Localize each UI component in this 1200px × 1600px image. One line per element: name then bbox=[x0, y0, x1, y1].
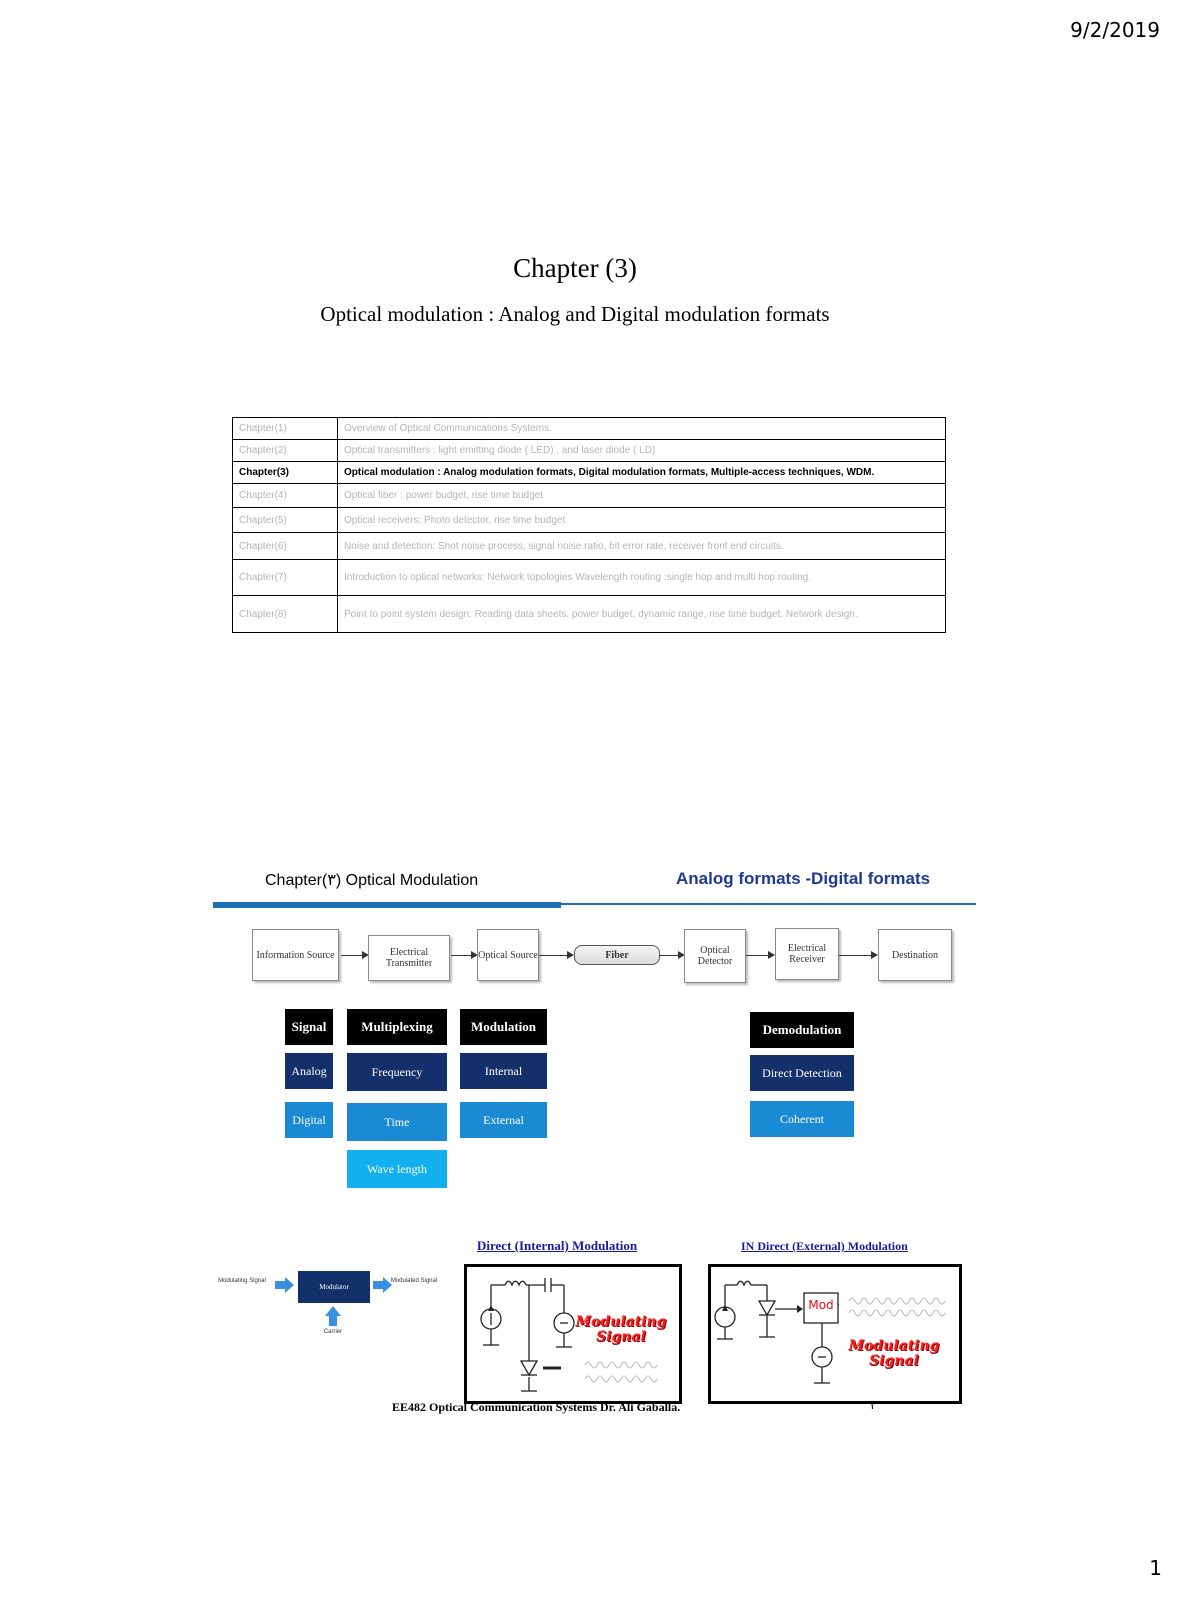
slide-footer: EE482 Optical Communication Systems Dr. Ali Gaballa. bbox=[392, 1400, 681, 1414]
indirect-modulation-title: IN Direct (External) Modulation bbox=[741, 1239, 908, 1253]
page-number: 1 bbox=[1149, 1556, 1162, 1580]
table-row bbox=[233, 508, 946, 533]
modulating-signal-label: Modulating Signal bbox=[575, 1314, 667, 1345]
optical-source-block: Optical Source bbox=[477, 929, 539, 981]
direct-modulation-title: Direct (Internal) Modulation bbox=[477, 1238, 638, 1253]
digital-box: Digital bbox=[285, 1102, 333, 1138]
signal-header: Signal bbox=[285, 1009, 333, 1045]
header-accent-line bbox=[561, 903, 976, 905]
table-row-active bbox=[233, 462, 946, 484]
fiber-cable: Fiber bbox=[574, 945, 660, 965]
chapter-table bbox=[232, 417, 946, 633]
topic-cell: Optical receivers: Photo detector, rise time budget bbox=[338, 508, 946, 533]
modulation-header: Modulation bbox=[460, 1009, 547, 1045]
circuit-schematic-icon bbox=[711, 1267, 959, 1401]
modulating-signal-label: Modulating Signal bbox=[848, 1338, 940, 1369]
chapter-cell: Chapter(8) bbox=[233, 596, 338, 633]
chapter-cell: Chapter(1) bbox=[233, 418, 338, 440]
slide-title: Chapter (3) bbox=[513, 253, 637, 283]
topic-cell: Optical modulation : Analog modulation formats, Digital modulation formats, Multiple-access techniques, WDM. bbox=[338, 462, 946, 484]
indirect-modulation-circuit bbox=[708, 1264, 962, 1404]
carrier-label: Carrier bbox=[323, 1329, 343, 1335]
arrow-icon bbox=[839, 955, 876, 956]
arrow-right-icon bbox=[274, 1276, 296, 1294]
table-row bbox=[233, 484, 946, 508]
destination-block: Destination bbox=[878, 929, 952, 981]
table-row bbox=[233, 440, 946, 462]
optical-detector-block: Optical Detector bbox=[684, 929, 746, 983]
direct-detection-box: Direct Detection bbox=[750, 1055, 854, 1091]
topic-cell: Point to point system design: Reading data sheets, power budget, dynamic range, rise time budget. Network design. bbox=[338, 596, 946, 633]
slide2-header-right: Analog formats -Digital formats bbox=[676, 869, 931, 888]
page-date: 9/2/2019 bbox=[1070, 18, 1160, 42]
info-source-block: Information Source bbox=[252, 929, 339, 981]
header-accent-bar bbox=[213, 902, 561, 908]
multiplexing-header: Multiplexing bbox=[347, 1009, 447, 1045]
arrow-icon bbox=[659, 955, 683, 956]
chapter-cell: Chapter(3) bbox=[233, 462, 338, 484]
modulator-box: Modulator bbox=[298, 1271, 370, 1303]
chapter-cell: Chapter(5) bbox=[233, 508, 338, 533]
chapter-cell: Chapter(7) bbox=[233, 560, 338, 596]
arrow-up-icon bbox=[324, 1305, 342, 1327]
frequency-box: Frequency bbox=[347, 1053, 447, 1091]
topic-cell: Introduction to optical networks: Network topologies Wavelength routing :single hop and multi hop routing. bbox=[338, 560, 946, 596]
topic-cell: Optical transmitters : light emitting diode ( LED) , and laser diode ( LD) bbox=[338, 440, 946, 462]
modulated-signal-label: Modulated Signal bbox=[390, 1278, 438, 1284]
coherent-box: Coherent bbox=[750, 1101, 854, 1137]
demodulation-header: Demodulation bbox=[750, 1012, 854, 1048]
wavelength-box: Wave length bbox=[347, 1150, 447, 1188]
chapter-cell: Chapter(6) bbox=[233, 533, 338, 560]
analog-box: Analog bbox=[285, 1053, 333, 1089]
slide-subtitle: Optical modulation : Analog and Digital modulation formats bbox=[320, 302, 830, 326]
mod-label: Mod bbox=[808, 1298, 834, 1312]
direct-modulation-circuit bbox=[464, 1264, 682, 1404]
topic-cell: Overview of Optical Communications Systems. bbox=[338, 418, 946, 440]
time-box: Time bbox=[347, 1103, 447, 1141]
arrow-icon bbox=[746, 955, 773, 956]
electrical-receiver-block: Electrical Receiver bbox=[775, 928, 839, 980]
chapter-cell: Chapter(4) bbox=[233, 484, 338, 508]
arrow-icon bbox=[451, 955, 476, 956]
table-row bbox=[233, 418, 946, 440]
chapter-cell: Chapter(2) bbox=[233, 440, 338, 462]
arrow-icon bbox=[341, 955, 367, 956]
topic-cell: Optical fiber : power budget, rise time budget bbox=[338, 484, 946, 508]
modulating-signal-label: Modulating Signal bbox=[218, 1278, 266, 1284]
external-box: External bbox=[460, 1102, 547, 1138]
slide-footer-number: ٢ bbox=[870, 1398, 877, 1412]
slide2-header-left: Chapter(٣) Optical Modulation bbox=[265, 872, 479, 889]
arrow-icon bbox=[539, 955, 572, 956]
table-row bbox=[233, 533, 946, 560]
internal-box: Internal bbox=[460, 1053, 547, 1089]
topic-cell: Noise and detection: Shot noise process, signal noise ratio, bit error rate, receiver front end circuits. bbox=[338, 533, 946, 560]
table-row bbox=[233, 596, 946, 633]
table-row bbox=[233, 560, 946, 596]
electrical-transmitter-block: Electrical Transmitter bbox=[368, 935, 450, 981]
